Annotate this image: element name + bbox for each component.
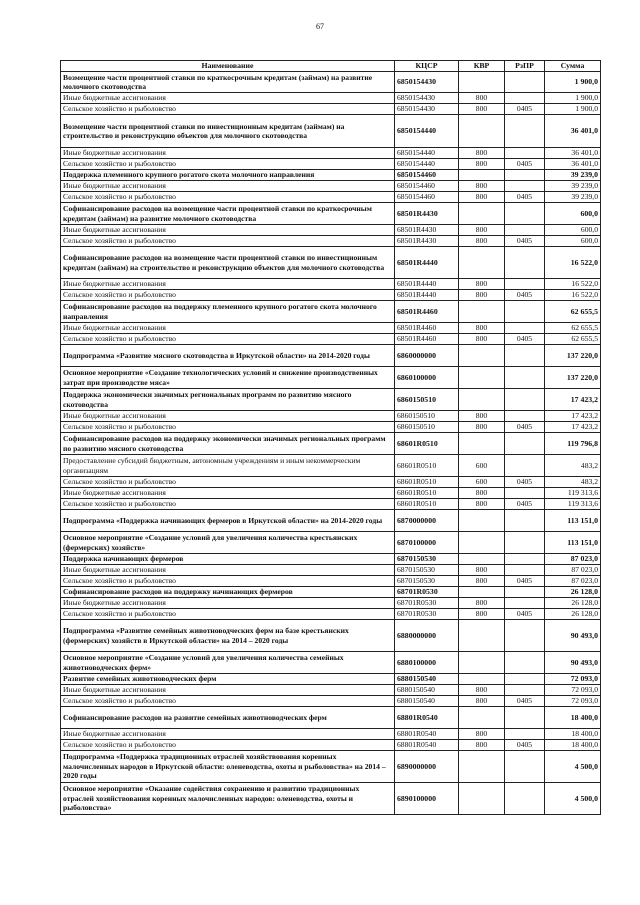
cell-sum: 600,0 [545,203,601,225]
cell-kvr: 800 [459,729,505,740]
cell-kcsr: 6880000000 [395,620,459,652]
table-row [61,696,601,707]
cell-name: Подпрограмма «Развитие семейных животноводческих ферм на базе крестьянских (фермерских) хозяйств в Иркутской области» на 2014 – 2020 годы [61,620,395,652]
cell-kvr [459,170,505,181]
cell-sum: 17 423,2 [545,422,601,433]
table-row [61,148,601,159]
cell-sum: 113 151,0 [545,510,601,532]
cell-kcsr: 68501R4440 [395,247,459,279]
cell-rzpr: 0405 [505,740,545,751]
cell-rzpr [505,587,545,598]
cell-kvr: 800 [459,609,505,620]
budget-table [60,60,601,815]
cell-kvr [459,247,505,279]
cell-name: Сельское хозяйство и рыболовство [61,104,395,115]
cell-rzpr: 0405 [505,422,545,433]
cell-rzpr: 0405 [505,499,545,510]
cell-kvr [459,389,505,411]
cell-kvr: 600 [459,455,505,477]
table-row [61,345,601,367]
cell-name: Иные бюджетные ассигнования [61,279,395,290]
cell-kcsr: 68701R0530 [395,587,459,598]
cell-sum: 72 093,0 [545,696,601,707]
cell-rzpr [505,247,545,279]
cell-kcsr: 6850154460 [395,170,459,181]
cell-rzpr: 0405 [505,609,545,620]
cell-sum: 18 400,0 [545,707,601,729]
cell-kvr: 800 [459,565,505,576]
cell-rzpr [505,455,545,477]
cell-sum: 483,2 [545,455,601,477]
cell-kvr: 800 [459,104,505,115]
cell-kcsr: 6850154430 [395,72,459,93]
cell-kvr: 800 [459,323,505,334]
cell-name: Поддержка племенного крупного рогатого скота молочного направления [61,170,395,181]
cell-rzpr [505,367,545,389]
cell-rzpr [505,411,545,422]
cell-rzpr [505,554,545,565]
cell-kcsr: 68601R0510 [395,477,459,488]
cell-rzpr: 0405 [505,696,545,707]
table-row [61,510,601,532]
table-row [61,532,601,554]
cell-kcsr: 68501R4440 [395,279,459,290]
cell-rzpr [505,751,545,783]
cell-kcsr: 6880150540 [395,696,459,707]
cell-name: Сельское хозяйство и рыболовство [61,576,395,587]
cell-name: Сельское хозяйство и рыболовство [61,159,395,170]
table-row [61,729,601,740]
header-name: Наименование [61,61,395,72]
cell-kcsr: 6850154440 [395,148,459,159]
cell-rzpr [505,565,545,576]
cell-name: Иные бюджетные ассигнования [61,411,395,422]
cell-rzpr [505,148,545,159]
table-row [61,674,601,685]
cell-name: Иные бюджетные ассигнования [61,323,395,334]
cell-kvr: 800 [459,159,505,170]
cell-sum: 39 239,0 [545,192,601,203]
cell-kcsr: 6870150530 [395,554,459,565]
cell-sum: 39 239,0 [545,181,601,192]
cell-name: Сельское хозяйство и рыболовство [61,740,395,751]
cell-kvr: 800 [459,334,505,345]
cell-kcsr: 6880100000 [395,652,459,674]
cell-kvr [459,652,505,674]
cell-kcsr: 6860100000 [395,367,459,389]
table-row [61,247,601,279]
cell-sum: 62 655,5 [545,334,601,345]
cell-rzpr [505,532,545,554]
cell-kcsr: 68701R0530 [395,609,459,620]
cell-name: Иные бюджетные ассигнования [61,565,395,576]
cell-kcsr: 6850154430 [395,104,459,115]
cell-sum: 4 500,0 [545,751,601,783]
cell-kvr [459,587,505,598]
cell-name: Сельское хозяйство и рыболовство [61,609,395,620]
table-row [61,367,601,389]
header-kvr: КВР [459,61,505,72]
table-row [61,740,601,751]
cell-name: Возмещение части процентной ставки по инвестиционным кредитам (займам) на строительство и реконструкцию объектов для молочного скотоводства [61,115,395,148]
cell-kvr: 800 [459,740,505,751]
cell-kvr: 800 [459,598,505,609]
table-row [61,236,601,247]
cell-kvr: 800 [459,290,505,301]
cell-kvr: 800 [459,422,505,433]
header-sum: Сумма [545,61,601,72]
cell-sum: 87 023,0 [545,565,601,576]
cell-name: Сельское хозяйство и рыболовство [61,192,395,203]
cell-rzpr: 0405 [505,290,545,301]
cell-name: Сельское хозяйство и рыболовство [61,696,395,707]
cell-kvr [459,532,505,554]
cell-kcsr: 6850154440 [395,159,459,170]
cell-sum: 72 093,0 [545,674,601,685]
cell-kvr [459,72,505,93]
cell-kvr: 800 [459,411,505,422]
cell-kvr [459,203,505,225]
cell-sum: 119 313,6 [545,499,601,510]
cell-kcsr: 68801R0540 [395,707,459,729]
cell-kvr: 800 [459,576,505,587]
cell-name: Иные бюджетные ассигнования [61,225,395,236]
cell-rzpr: 0405 [505,192,545,203]
table-row [61,323,601,334]
cell-sum: 36 401,0 [545,115,601,148]
cell-rzpr [505,685,545,696]
table-row [61,685,601,696]
cell-rzpr [505,93,545,104]
cell-kcsr: 68501R4430 [395,203,459,225]
cell-rzpr [505,652,545,674]
cell-rzpr [505,488,545,499]
cell-kcsr: 6850154430 [395,93,459,104]
cell-sum: 18 400,0 [545,740,601,751]
table-row [61,565,601,576]
cell-rzpr [505,203,545,225]
cell-sum: 36 401,0 [545,159,601,170]
cell-kcsr: 68701R0530 [395,598,459,609]
header-rzpr: РзПР [505,61,545,72]
cell-kcsr: 6890100000 [395,783,459,815]
cell-name: Софинансирование расходов на поддержку начинающих фермеров [61,587,395,598]
table-row [61,203,601,225]
cell-rzpr [505,433,545,455]
cell-kcsr: 68501R4430 [395,225,459,236]
cell-sum: 1 900,0 [545,93,601,104]
cell-kvr: 800 [459,148,505,159]
cell-name: Иные бюджетные ассигнования [61,181,395,192]
cell-kvr [459,620,505,652]
cell-name: Основное мероприятие «Оказание содействия сохранению и развитию традиционных отраслей хозяйствования коренных малочисленных народов: оленеводства, охоты и рыболовства» [61,783,395,815]
cell-rzpr: 0405 [505,334,545,345]
cell-name: Подпрограмма «Развитие мясного скотоводства в Иркутской области» на 2014-2020 годы [61,345,395,367]
cell-sum: 17 423,2 [545,411,601,422]
cell-kcsr: 68601R0510 [395,433,459,455]
cell-kvr: 800 [459,236,505,247]
table-row [61,598,601,609]
cell-sum: 1 900,0 [545,72,601,93]
cell-rzpr: 0405 [505,236,545,247]
cell-rzpr [505,72,545,93]
cell-sum: 483,2 [545,477,601,488]
cell-name: Основное мероприятие «Создание условий для увеличения количества крестьянских (фермерских) хозяйств» [61,532,395,554]
cell-rzpr [505,729,545,740]
table-row [61,707,601,729]
cell-name: Сельское хозяйство и рыболовство [61,334,395,345]
cell-kvr: 800 [459,225,505,236]
cell-kcsr: 6860150510 [395,422,459,433]
cell-name: Предоставление субсидий бюджетным, автономным учреждениям и иным некоммерческим организациям [61,455,395,477]
cell-name: Подпрограмма «Поддержка начинающих фермеров в Иркутской области» на 2014-2020 годы [61,510,395,532]
cell-sum: 62 655,5 [545,301,601,323]
cell-kcsr: 68501R4460 [395,334,459,345]
cell-kcsr: 68501R4460 [395,323,459,334]
cell-kcsr: 6870000000 [395,510,459,532]
cell-name: Сельское хозяйство и рыболовство [61,477,395,488]
cell-name: Софинансирование расходов на развитие семейных животноводческих ферм [61,707,395,729]
cell-sum: 600,0 [545,236,601,247]
cell-sum: 119 313,6 [545,488,601,499]
cell-rzpr [505,170,545,181]
cell-kvr: 800 [459,192,505,203]
cell-kcsr: 6850154440 [395,115,459,148]
table-row [61,422,601,433]
cell-kvr: 800 [459,279,505,290]
cell-kcsr: 6890000000 [395,751,459,783]
cell-kvr: 800 [459,696,505,707]
table-row [61,192,601,203]
cell-rzpr: 0405 [505,576,545,587]
cell-name: Сельское хозяйство и рыболовство [61,422,395,433]
cell-kcsr: 68801R0540 [395,740,459,751]
cell-name: Сельское хозяйство и рыболовство [61,236,395,247]
table-row [61,72,601,93]
cell-kvr: 800 [459,499,505,510]
cell-name: Поддержка экономически значимых региональных программ по развитию мясного скотоводства [61,389,395,411]
cell-name: Основное мероприятие «Создание технологических условий и снижение производственных затрат при производстве мяса» [61,367,395,389]
cell-kcsr: 68601R0510 [395,499,459,510]
table-row [61,225,601,236]
cell-name: Поддержка начинающих фермеров [61,554,395,565]
cell-sum: 26 128,0 [545,609,601,620]
cell-sum: 119 796,8 [545,433,601,455]
table-row [61,290,601,301]
cell-kvr [459,751,505,783]
cell-name: Софинансирование расходов на поддержку экономически значимых региональных программ по развитию мясного скотоводства [61,433,395,455]
cell-kcsr: 6870150530 [395,565,459,576]
cell-kvr [459,510,505,532]
cell-sum: 600,0 [545,225,601,236]
cell-sum: 90 493,0 [545,620,601,652]
table-row [61,499,601,510]
cell-kcsr: 68601R0510 [395,455,459,477]
table-row [61,576,601,587]
cell-rzpr [505,510,545,532]
cell-sum: 4 500,0 [545,783,601,815]
cell-name: Софинансирование расходов на возмещение части процентной ставки по инвестиционным кредитам (займам) на строительство и реконструкцию объектов для молочного скотоводства [61,247,395,279]
cell-sum: 1 900,0 [545,104,601,115]
cell-rzpr [505,345,545,367]
cell-sum: 137 220,0 [545,345,601,367]
cell-rzpr [505,323,545,334]
cell-name: Основное мероприятие «Создание условий для увеличения количества семейных животноводческих ферм» [61,652,395,674]
cell-name: Сельское хозяйство и рыболовство [61,499,395,510]
cell-sum: 39 239,0 [545,170,601,181]
cell-name: Софинансирование расходов на поддержку племенного крупного рогатого скота молочного направления [61,301,395,323]
cell-kvr [459,674,505,685]
cell-kvr: 800 [459,685,505,696]
table-row [61,411,601,422]
table-row [61,389,601,411]
cell-sum: 26 128,0 [545,598,601,609]
cell-rzpr [505,674,545,685]
cell-name: Иные бюджетные ассигнования [61,729,395,740]
cell-sum: 26 128,0 [545,587,601,598]
cell-sum: 137 220,0 [545,367,601,389]
cell-kvr [459,554,505,565]
cell-kcsr: 6880150540 [395,674,459,685]
cell-rzpr [505,620,545,652]
cell-kcsr: 6850154460 [395,181,459,192]
cell-rzpr [505,598,545,609]
cell-rzpr: 0405 [505,477,545,488]
cell-kcsr: 68601R0510 [395,488,459,499]
cell-kcsr: 6860150510 [395,411,459,422]
table-header-row [61,61,601,72]
table-row [61,620,601,652]
table-row [61,170,601,181]
table-row [61,115,601,148]
table-row [61,609,601,620]
cell-sum: 72 093,0 [545,685,601,696]
cell-kcsr: 6860000000 [395,345,459,367]
cell-sum: 17 423,2 [545,389,601,411]
table-row [61,279,601,290]
table-row [61,433,601,455]
cell-name: Возмещение части процентной ставки по краткосрочным кредитам (займам) на развитие молочного скотоводства [61,72,395,93]
cell-sum: 16 522,0 [545,279,601,290]
cell-kcsr: 68801R0540 [395,729,459,740]
table-row [61,652,601,674]
cell-kvr: 800 [459,488,505,499]
table-row [61,455,601,477]
table-row [61,587,601,598]
cell-name: Софинансирование расходов на возмещение части процентной ставки по краткосрочным кредитам (займам) на развитие молочного скотоводства [61,203,395,225]
cell-kcsr: 68501R4460 [395,301,459,323]
cell-rzpr: 0405 [505,104,545,115]
cell-name: Иные бюджетные ассигнования [61,598,395,609]
cell-rzpr [505,301,545,323]
cell-rzpr [505,181,545,192]
cell-rzpr [505,783,545,815]
cell-kvr [459,783,505,815]
cell-rzpr [505,389,545,411]
cell-rzpr [505,225,545,236]
cell-sum: 87 023,0 [545,554,601,565]
cell-name: Иные бюджетные ассигнования [61,148,395,159]
cell-name: Иные бюджетные ассигнования [61,488,395,499]
cell-sum: 16 522,0 [545,290,601,301]
cell-sum: 87 023,0 [545,576,601,587]
table-row [61,93,601,104]
cell-sum: 36 401,0 [545,148,601,159]
cell-kcsr: 68501R4430 [395,236,459,247]
cell-kvr [459,115,505,148]
table-row [61,751,601,783]
cell-kvr [459,345,505,367]
cell-sum: 113 151,0 [545,532,601,554]
cell-kcsr: 6880150540 [395,685,459,696]
cell-sum: 90 493,0 [545,652,601,674]
table-row [61,477,601,488]
table-row [61,104,601,115]
table-row [61,301,601,323]
cell-kvr: 800 [459,93,505,104]
cell-kcsr: 6850154460 [395,192,459,203]
cell-kvr [459,433,505,455]
table-row [61,334,601,345]
cell-rzpr [505,707,545,729]
cell-kvr: 600 [459,477,505,488]
cell-name: Развитие семейных животноводческих ферм [61,674,395,685]
cell-kvr [459,301,505,323]
cell-sum: 18 400,0 [545,729,601,740]
cell-kvr [459,707,505,729]
cell-kvr [459,367,505,389]
cell-rzpr: 0405 [505,159,545,170]
cell-sum: 62 655,5 [545,323,601,334]
cell-sum: 16 522,0 [545,247,601,279]
table-row [61,488,601,499]
cell-name: Подпрограмма «Поддержка традиционных отраслей хозяйствования коренных малочисленных народов в Иркутской области: оленеводства, охоты и рыболовства» на 2014 – 2020 годы [61,751,395,783]
table-row [61,181,601,192]
header-kcsr: КЦСР [395,61,459,72]
table-row [61,159,601,170]
cell-kcsr: 6870100000 [395,532,459,554]
cell-kcsr: 68501R4440 [395,290,459,301]
cell-name: Иные бюджетные ассигнования [61,685,395,696]
cell-kcsr: 6870150530 [395,576,459,587]
table-row [61,554,601,565]
page-number: 67 [316,22,324,31]
cell-name: Сельское хозяйство и рыболовство [61,290,395,301]
cell-kvr: 800 [459,181,505,192]
table-body [61,72,601,815]
cell-kcsr: 6860150510 [395,389,459,411]
table-row [61,783,601,815]
cell-rzpr [505,279,545,290]
cell-rzpr [505,115,545,148]
cell-name: Иные бюджетные ассигнования [61,93,395,104]
